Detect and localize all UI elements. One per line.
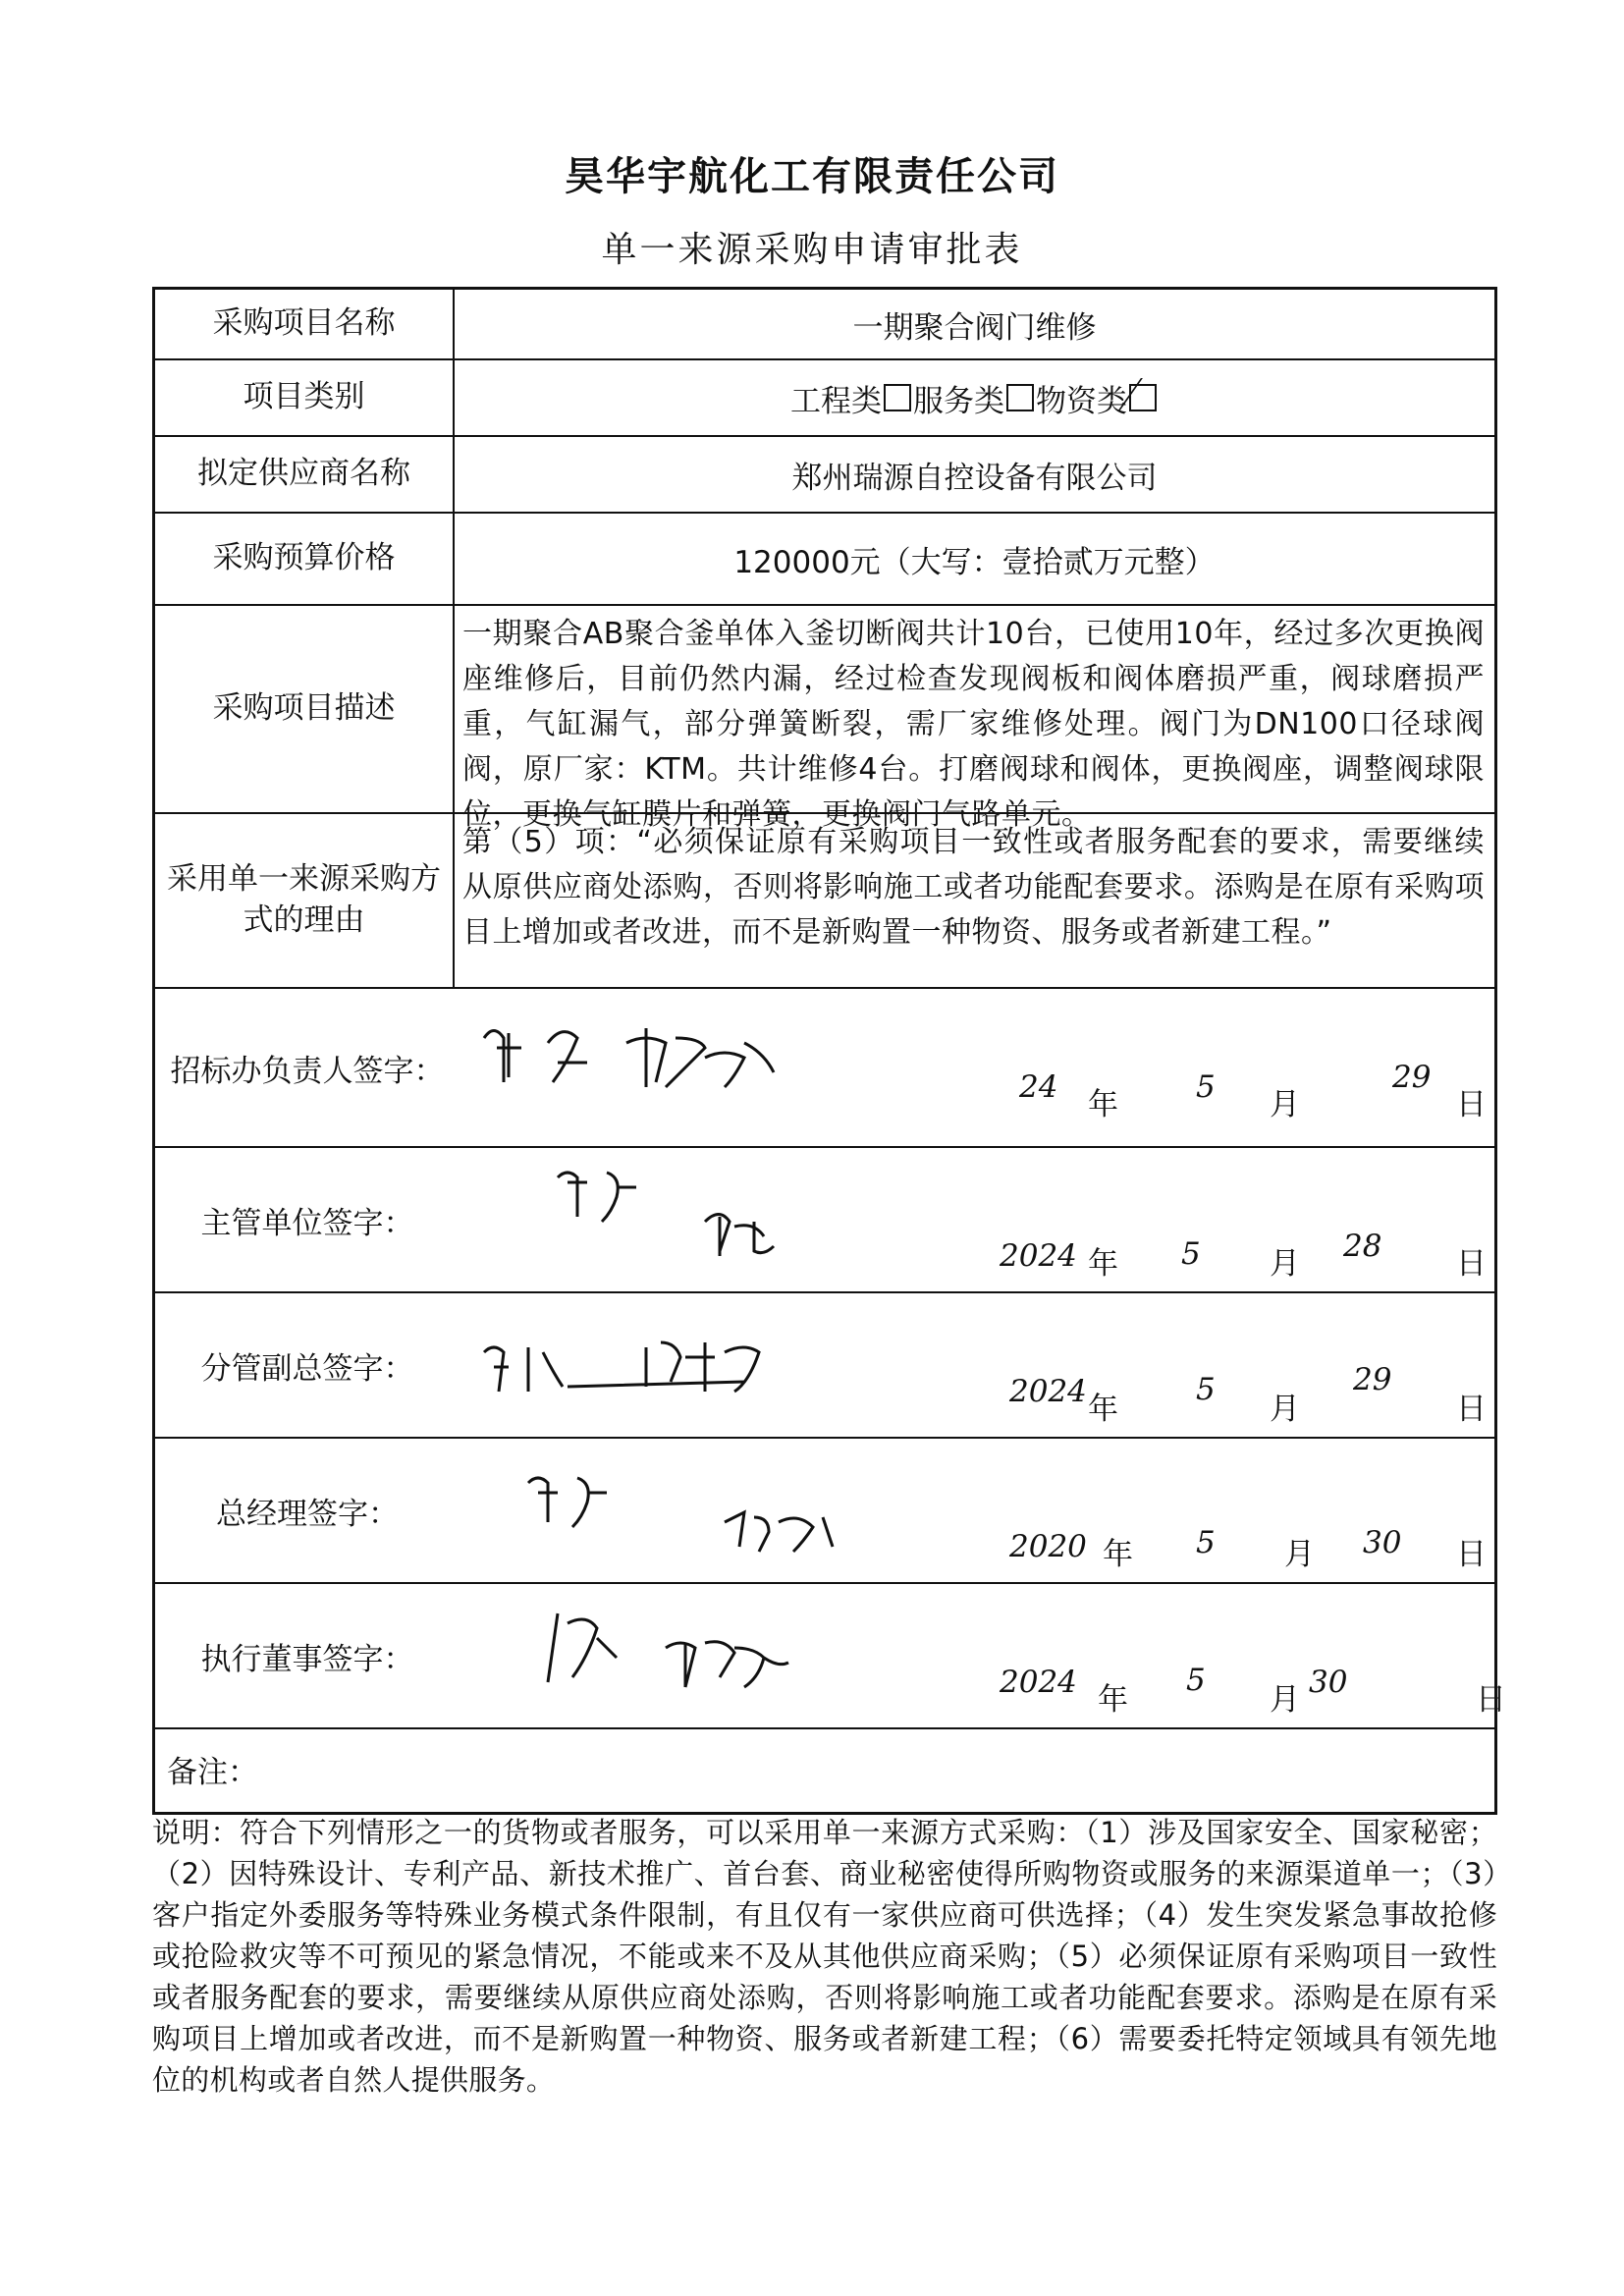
row-budget xyxy=(155,512,1494,604)
sign-year: 2020 xyxy=(1009,1529,1087,1564)
category-value xyxy=(455,360,1494,435)
sign-day: 29 xyxy=(1353,1362,1392,1397)
description-label: 采购项目描述 xyxy=(155,606,455,812)
month-unit: 月 xyxy=(1270,1682,1300,1718)
budget-value: 120000元（大写：壹拾贰万元整） xyxy=(733,544,1216,580)
year-unit: 年 xyxy=(1088,1392,1118,1427)
remark-label: 备注： xyxy=(167,1755,258,1790)
company-name: 昊华宇航化工有限责任公司 xyxy=(565,154,1059,199)
project-name-value: 一期聚合阀门维修 xyxy=(852,309,1097,346)
month-unit: 月 xyxy=(1284,1537,1315,1572)
month-unit: 月 xyxy=(1270,1392,1300,1427)
day-unit: 日 xyxy=(1476,1682,1506,1718)
signature-label: 招标办负责人签字： xyxy=(170,1053,445,1089)
sign-month: 5 xyxy=(1196,1069,1216,1105)
engineering-checkbox xyxy=(884,384,911,411)
approval-table xyxy=(152,287,1506,1815)
year-unit: 年 xyxy=(1088,1246,1118,1282)
row-category xyxy=(155,358,1494,435)
month-unit: 月 xyxy=(1270,1087,1300,1122)
sign-year: 2024 xyxy=(1009,1374,1087,1409)
reason-label: 采用单一来源采购方式的理由 xyxy=(155,814,455,987)
signature-label: 总经理签字： xyxy=(216,1496,399,1532)
sign-month: 5 xyxy=(1196,1372,1216,1407)
row-supplier xyxy=(155,435,1494,512)
signature-row xyxy=(155,987,1494,1146)
category-option-engineering: 工程类 xyxy=(790,383,882,419)
year-unit: 年 xyxy=(1103,1537,1133,1572)
day-unit: 日 xyxy=(1456,1392,1487,1427)
sign-day: 30 xyxy=(1309,1665,1348,1700)
category-label: 项目类别 xyxy=(155,360,455,435)
sign-month: 5 xyxy=(1181,1236,1201,1272)
signature-row xyxy=(155,1146,1494,1291)
service-checkbox xyxy=(1006,384,1034,411)
day-unit: 日 xyxy=(1456,1537,1487,1572)
signature-label: 分管副总签字： xyxy=(200,1350,414,1387)
description-value: 一期聚合AB聚合釜单体入釜切断阀共计10台，已使用10年，经过多次更换阀座维修后，目前仍然内漏，经过检查发现阀板和阀体磨损严重，阀球磨损严重，气缸漏气，部分弹簧断裂，需厂家维修处理。阀门为DN100口径球阀阀，原厂家：KTM。共计维修4台。打磨阀球和阀体，更换阀座，调整阀球限位，更换气缸膜片和弹簧，更换阀门气路单元。 xyxy=(462,617,1485,832)
year-unit: 年 xyxy=(1098,1682,1128,1718)
day-unit: 日 xyxy=(1456,1246,1487,1282)
month-unit: 月 xyxy=(1270,1246,1300,1282)
category-option-service: 服务类 xyxy=(913,383,1004,419)
remark-row xyxy=(155,1727,1494,1812)
form-title: 单一来源采购申请审批表 xyxy=(601,230,1023,270)
sign-month: 5 xyxy=(1196,1525,1216,1560)
sign-day: 29 xyxy=(1392,1060,1432,1095)
signature-label: 执行董事签字： xyxy=(200,1641,414,1677)
year-unit: 年 xyxy=(1088,1087,1118,1122)
sign-month: 5 xyxy=(1186,1663,1206,1698)
row-project-name xyxy=(155,290,1494,358)
sign-year: 2024 xyxy=(1000,1238,1077,1274)
signature-row xyxy=(155,1291,1494,1437)
sign-year: 24 xyxy=(1019,1069,1058,1105)
sign-day: 30 xyxy=(1363,1525,1402,1560)
sign-day: 28 xyxy=(1343,1229,1382,1264)
budget-label: 采购预算价格 xyxy=(155,514,455,604)
reason-value: 第（5）项：“必须保证原有采购项目一致性或者服务配套的要求，需要继续从原供应商处添购，否则将影响施工或者功能配套要求。添购是在原有采购项目上增加或者改进，而不是新购置一种物资、服务或者新建工程。” xyxy=(462,825,1485,950)
signature-row xyxy=(155,1582,1506,1727)
project-name-label: 采购项目名称 xyxy=(155,290,455,358)
materials-checkbox-checked xyxy=(1129,384,1157,411)
signature-label: 主管单位签字： xyxy=(200,1205,414,1241)
row-reason xyxy=(155,812,1494,987)
day-unit: 日 xyxy=(1456,1087,1487,1122)
supplier-value: 郑州瑞源自控设备有限公司 xyxy=(791,460,1158,496)
supplier-label: 拟定供应商名称 xyxy=(155,437,455,512)
sign-year: 2024 xyxy=(1000,1665,1077,1700)
signature-row xyxy=(155,1437,1494,1582)
category-option-materials: 物资类 xyxy=(1036,383,1127,419)
explanation-note: 说明：符合下列情形之一的货物或者服务，可以采用单一来源方式采购：（1）涉及国家安全、国家秘密；（2）因特殊设计、专利产品、新技术推广、首台套、商业秘密使得所购物资或服务的来源渠道单一；（3）客户指定外委服务等特殊业务模式条件限制，有且仅有一家供应商可供选择；（4）发生突发紧急事故抢修或抢险救灾等不可预见的紧急情况，不能或来不及从其他供应商采购；（5）必须保证原有采购项目一致性或者服务配套的要求，需要继续从原供应商处添购，否则将影响施工或者功能配套要求。添购是在原有采购项目上增加或者改进，而不是新购置一种物资、服务或者新建工程；（6）需要委托特定领域具有领先地位的机构或者自然人提供服务。 xyxy=(152,1816,1497,2097)
row-description xyxy=(155,604,1494,832)
